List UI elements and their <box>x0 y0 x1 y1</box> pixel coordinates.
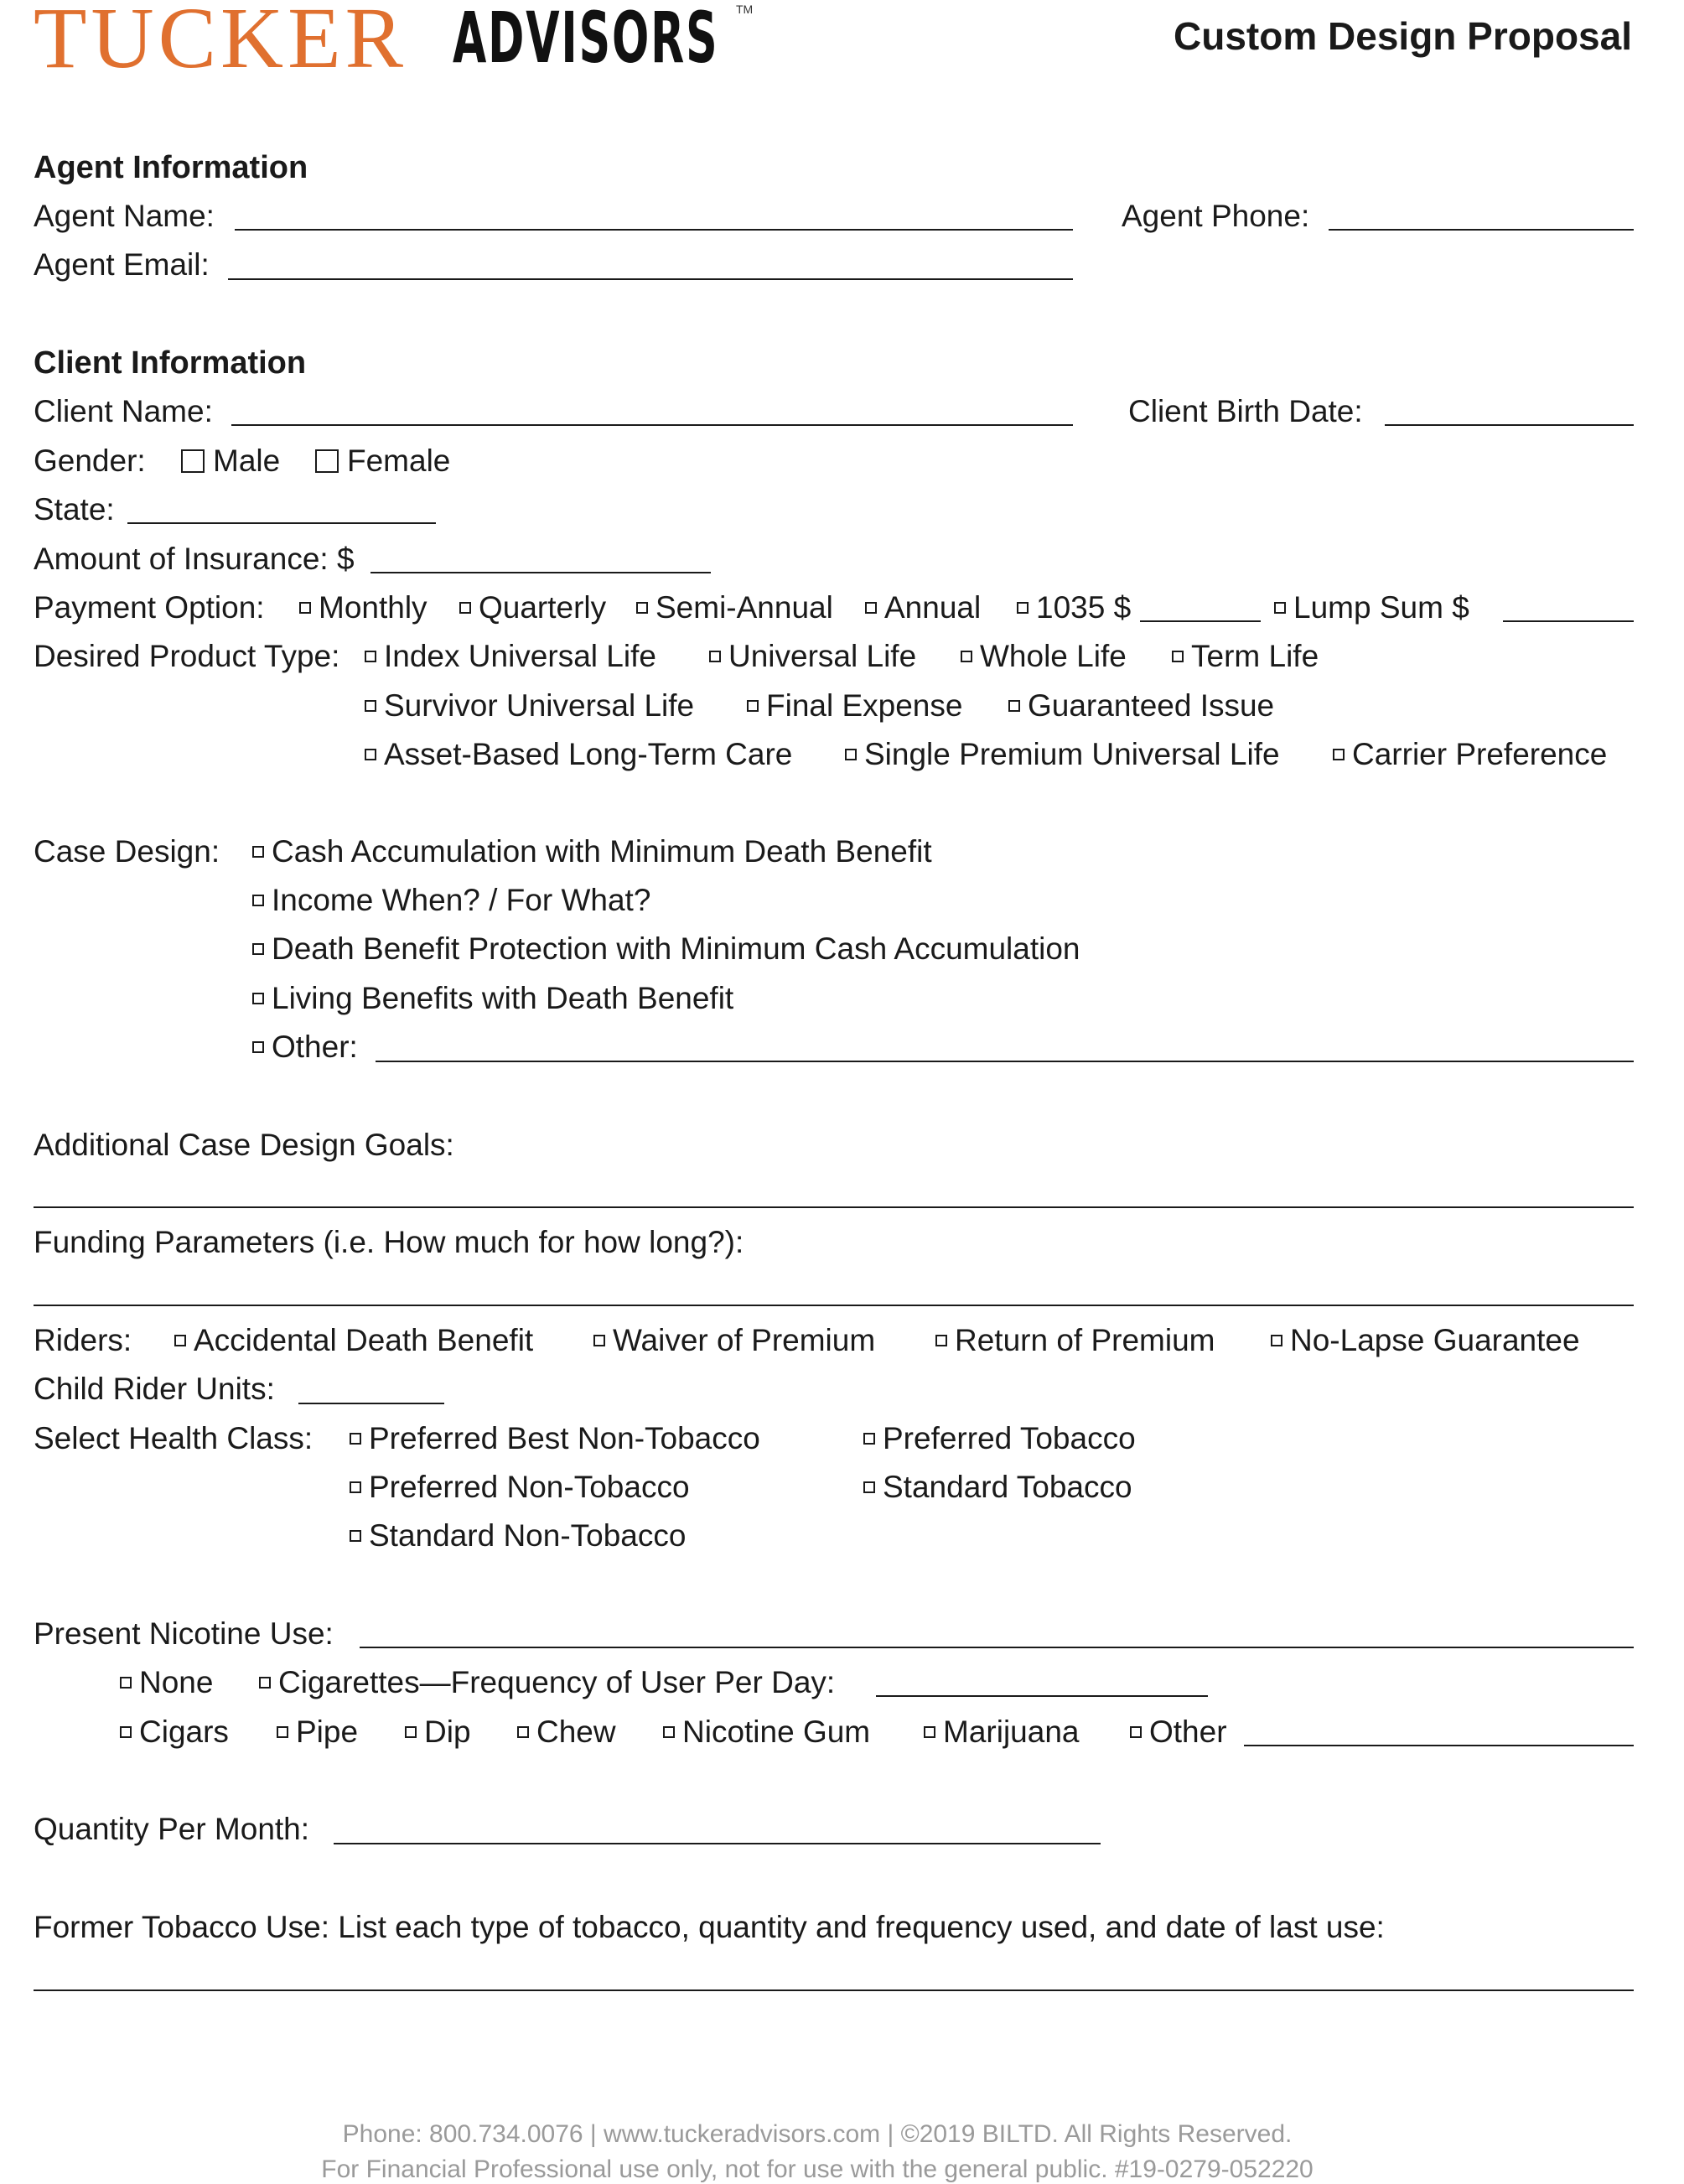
product-option-carrier-preference[interactable] <box>1333 739 1607 770</box>
nicotine-label: Present Nicotine Use: <box>34 1616 334 1651</box>
option-label: Preferred Tobacco <box>883 1421 1136 1455</box>
checkbox-icon[interactable] <box>935 1335 947 1346</box>
amount-label: Amount of Insurance: $ <box>34 542 355 576</box>
payment-option-quarterly[interactable] <box>459 592 606 623</box>
health-option-preferred-non-tobacco[interactable] <box>350 1471 690 1502</box>
product-option-asset-ltc[interactable] <box>365 739 792 770</box>
checkbox-icon[interactable] <box>709 651 721 662</box>
option-label: Term Life <box>1191 639 1319 673</box>
nicotine-option-marijuana[interactable] <box>924 1716 1079 1747</box>
checkbox-icon[interactable] <box>350 1530 361 1542</box>
checkbox-icon[interactable] <box>120 1726 132 1738</box>
option-label: Cash Accumulation with Minimum Death Benefit <box>272 834 932 869</box>
option-label: Other: <box>272 1030 358 1064</box>
gender-female-option[interactable] <box>315 445 450 476</box>
checkbox-icon[interactable] <box>1172 651 1184 662</box>
option-label: Nicotine Gum <box>682 1715 871 1749</box>
checkbox-icon[interactable] <box>1274 602 1286 614</box>
agent-phone-label: Agent Phone: <box>1122 199 1310 233</box>
checkbox-icon[interactable] <box>405 1726 417 1738</box>
checkbox-icon[interactable] <box>259 1677 271 1689</box>
state-field[interactable] <box>127 522 436 524</box>
rider-option-no-lapse[interactable] <box>1271 1325 1580 1356</box>
option-label: Marijuana <box>943 1715 1080 1749</box>
checkbox-icon[interactable] <box>1333 749 1345 760</box>
product-option-final-expense[interactable] <box>747 690 962 721</box>
checkbox-icon[interactable] <box>1271 1335 1282 1346</box>
checkbox-icon[interactable] <box>1017 602 1029 614</box>
option-label: Standard Non-Tobacco <box>369 1518 687 1553</box>
checkbox-icon[interactable] <box>120 1677 132 1689</box>
rider-option-accidental-death[interactable] <box>174 1325 533 1356</box>
logo-trademark: TM <box>736 3 754 16</box>
checkbox-icon[interactable] <box>174 1335 186 1346</box>
document-title: Custom Design Proposal <box>1174 14 1632 58</box>
agent-section-heading: Agent Information <box>34 150 308 185</box>
option-label: Return of Premium <box>955 1323 1215 1357</box>
payment-option-semi-annual[interactable] <box>636 592 833 623</box>
case-option-death-benefit[interactable] <box>252 933 1080 964</box>
option-label: Annual <box>884 590 982 625</box>
option-label: Carrier Preference <box>1352 737 1608 771</box>
checkbox-icon[interactable] <box>961 651 972 662</box>
option-label: Whole Life <box>980 639 1127 673</box>
health-option-preferred-best[interactable] <box>350 1423 760 1454</box>
health-option-standard-non-tobacco[interactable] <box>350 1520 686 1551</box>
option-label: Preferred Best Non-Tobacco <box>369 1421 760 1455</box>
option-label: Standard Tobacco <box>883 1470 1132 1504</box>
checkbox-icon[interactable] <box>863 1433 875 1445</box>
nicotine-option-pipe[interactable] <box>277 1716 358 1747</box>
option-label: Lump Sum $ <box>1293 590 1469 625</box>
checkbox-icon[interactable] <box>252 993 264 1004</box>
case-option-living-benefits[interactable] <box>252 983 733 1014</box>
nicotine-option-dip[interactable] <box>405 1716 471 1747</box>
goals-field[interactable] <box>34 1206 1634 1208</box>
checkbox-icon[interactable] <box>863 1481 875 1493</box>
agent-email-field[interactable] <box>228 278 1073 280</box>
payment-1035-amount-field[interactable] <box>1140 620 1261 622</box>
goals-label: Additional Case Design Goals: <box>34 1128 454 1162</box>
checkbox-icon[interactable] <box>365 749 376 760</box>
health-class-label: Select Health Class: <box>34 1421 313 1455</box>
checkbox-icon[interactable] <box>252 1041 264 1053</box>
gender-label: Gender: <box>34 444 146 478</box>
agent-name-label: Agent Name: <box>34 199 215 233</box>
checkbox-icon[interactable] <box>1130 1726 1142 1738</box>
footer-contact: Phone: 800.734.0076 | www.tuckeradvisors.com | ©2019 BILTD. All Rights Reserved. <box>342 2120 1293 2148</box>
checkbox-icon[interactable] <box>924 1726 935 1738</box>
case-option-other[interactable] <box>252 1031 358 1062</box>
option-label: Asset-Based Long-Term Care <box>384 737 793 771</box>
option-label: None <box>139 1665 214 1699</box>
product-option-term-life[interactable] <box>1172 641 1319 672</box>
product-option-survivor-ul[interactable] <box>365 690 694 721</box>
option-label: Monthly <box>319 590 427 625</box>
cigarettes-frequency-field[interactable] <box>876 1695 1208 1697</box>
nicotine-field[interactable] <box>360 1647 1634 1648</box>
option-label: Chew <box>536 1715 616 1749</box>
agent-phone-field[interactable] <box>1329 229 1634 231</box>
product-type-label: Desired Product Type: <box>34 639 340 673</box>
option-label: Single Premium Universal Life <box>864 737 1280 771</box>
state-label: State: <box>34 492 115 527</box>
client-birth-label: Client Birth Date: <box>1128 394 1363 428</box>
checkbox-icon[interactable] <box>845 749 857 760</box>
child-rider-units-field[interactable] <box>298 1403 444 1404</box>
client-name-field[interactable] <box>231 424 1073 426</box>
checkbox-icon[interactable] <box>663 1726 675 1738</box>
nicotine-option-gum[interactable] <box>663 1716 870 1747</box>
nicotine-option-cigars[interactable] <box>120 1716 229 1747</box>
case-option-cash-accumulation[interactable] <box>252 836 932 867</box>
option-label: Cigarettes—Frequency of User Per Day: <box>278 1665 836 1699</box>
checkbox-icon[interactable] <box>517 1726 529 1738</box>
option-label: Index Universal Life <box>384 639 656 673</box>
case-design-label: Case Design: <box>34 834 220 869</box>
option-label: Income When? / For What? <box>272 883 651 917</box>
checkbox-icon[interactable] <box>1008 700 1020 712</box>
option-label: Final Expense <box>766 688 963 723</box>
checkbox-icon[interactable] <box>636 602 648 614</box>
checkbox-icon[interactable] <box>252 943 264 955</box>
checkbox-icon[interactable] <box>350 1481 361 1493</box>
logo-advisors: ADVISORS <box>453 0 719 79</box>
option-label: Accidental Death Benefit <box>194 1323 534 1357</box>
option-label: Semi-Annual <box>655 590 833 625</box>
checkbox-icon[interactable] <box>277 1726 288 1738</box>
checkbox-icon[interactable] <box>299 602 311 614</box>
checkbox-icon[interactable] <box>365 651 376 662</box>
riders-label: Riders: <box>34 1323 132 1357</box>
option-label: Quarterly <box>479 590 607 625</box>
payment-label: Payment Option: <box>34 590 265 625</box>
payment-option-lump-sum[interactable] <box>1274 592 1469 623</box>
funding-field[interactable] <box>34 1305 1634 1306</box>
payment-option-annual[interactable] <box>865 592 981 623</box>
health-option-preferred-tobacco[interactable] <box>863 1423 1136 1454</box>
product-option-ul[interactable] <box>709 641 916 672</box>
health-option-standard-tobacco[interactable] <box>863 1471 1132 1502</box>
product-option-index-ul[interactable] <box>365 641 656 672</box>
quantity-label: Quantity Per Month: <box>34 1812 310 1846</box>
footer-disclaimer: For Financial Professional use only, not for use with the general public. #19-0279-052220 <box>321 2155 1314 2183</box>
product-option-guaranteed-issue[interactable] <box>1008 690 1274 721</box>
checkbox-icon[interactable] <box>865 602 877 614</box>
nicotine-option-chew[interactable] <box>517 1716 616 1747</box>
option-label: No-Lapse Guarantee <box>1290 1323 1580 1357</box>
agent-email-label: Agent Email: <box>34 247 210 282</box>
checkbox-icon[interactable] <box>365 700 376 712</box>
gender-male-label: Male <box>213 444 281 478</box>
checkbox-icon[interactable] <box>181 449 205 473</box>
child-rider-label: Child Rider Units: <box>34 1372 275 1406</box>
former-tobacco-field[interactable] <box>34 1989 1634 1991</box>
amount-field[interactable] <box>370 572 711 573</box>
case-option-income[interactable] <box>252 884 650 916</box>
agent-name-field[interactable] <box>235 229 1073 231</box>
payment-option-monthly[interactable] <box>299 592 427 623</box>
quantity-field[interactable] <box>334 1843 1101 1844</box>
checkbox-icon[interactable] <box>315 449 339 473</box>
option-label: Other <box>1149 1715 1227 1749</box>
client-section-heading: Client Information <box>34 345 307 381</box>
nicotine-option-cigarettes[interactable] <box>259 1667 835 1698</box>
nicotine-option-other[interactable] <box>1130 1716 1227 1747</box>
option-label: Preferred Non-Tobacco <box>369 1470 690 1504</box>
product-option-whole-life[interactable] <box>961 641 1127 672</box>
former-tobacco-label: Former Tobacco Use: List each type of tobacco, quantity and frequency used, and date of last use: <box>34 1910 1385 1944</box>
option-label: Universal Life <box>728 639 917 673</box>
gender-female-label: Female <box>347 444 451 478</box>
nicotine-option-none[interactable] <box>120 1667 213 1698</box>
funding-label: Funding Parameters (i.e. How much for how long?): <box>34 1225 744 1259</box>
rider-option-waiver[interactable] <box>593 1325 875 1356</box>
option-label: Living Benefits with Death Benefit <box>272 981 734 1015</box>
option-label: Survivor Universal Life <box>384 688 695 723</box>
case-other-field[interactable] <box>376 1061 1634 1062</box>
option-label: Pipe <box>296 1715 359 1749</box>
rider-option-return-premium[interactable] <box>935 1325 1215 1356</box>
option-label: Death Benefit Protection with Minimum Cash Accumulation <box>272 931 1080 966</box>
option-label: Cigars <box>139 1715 229 1749</box>
checkbox-icon[interactable] <box>747 700 759 712</box>
checkbox-icon[interactable] <box>593 1335 605 1346</box>
checkbox-icon[interactable] <box>350 1433 361 1445</box>
nicotine-other-field[interactable] <box>1244 1745 1634 1746</box>
gender-male-option[interactable] <box>181 445 280 476</box>
payment-lump-sum-amount-field[interactable] <box>1503 620 1634 622</box>
option-label: Guaranteed Issue <box>1028 688 1275 723</box>
logo-tucker: TUCKER <box>34 0 407 86</box>
client-name-label: Client Name: <box>34 394 213 428</box>
option-label: Waiver of Premium <box>613 1323 876 1357</box>
client-birth-date-field[interactable] <box>1385 424 1634 426</box>
product-option-single-premium-ul[interactable] <box>845 739 1280 770</box>
checkbox-icon[interactable] <box>252 846 264 858</box>
option-label: 1035 $ <box>1036 590 1132 625</box>
checkbox-icon[interactable] <box>459 602 471 614</box>
payment-option-1035[interactable] <box>1017 592 1131 623</box>
checkbox-icon[interactable] <box>252 895 264 906</box>
option-label: Dip <box>424 1715 471 1749</box>
